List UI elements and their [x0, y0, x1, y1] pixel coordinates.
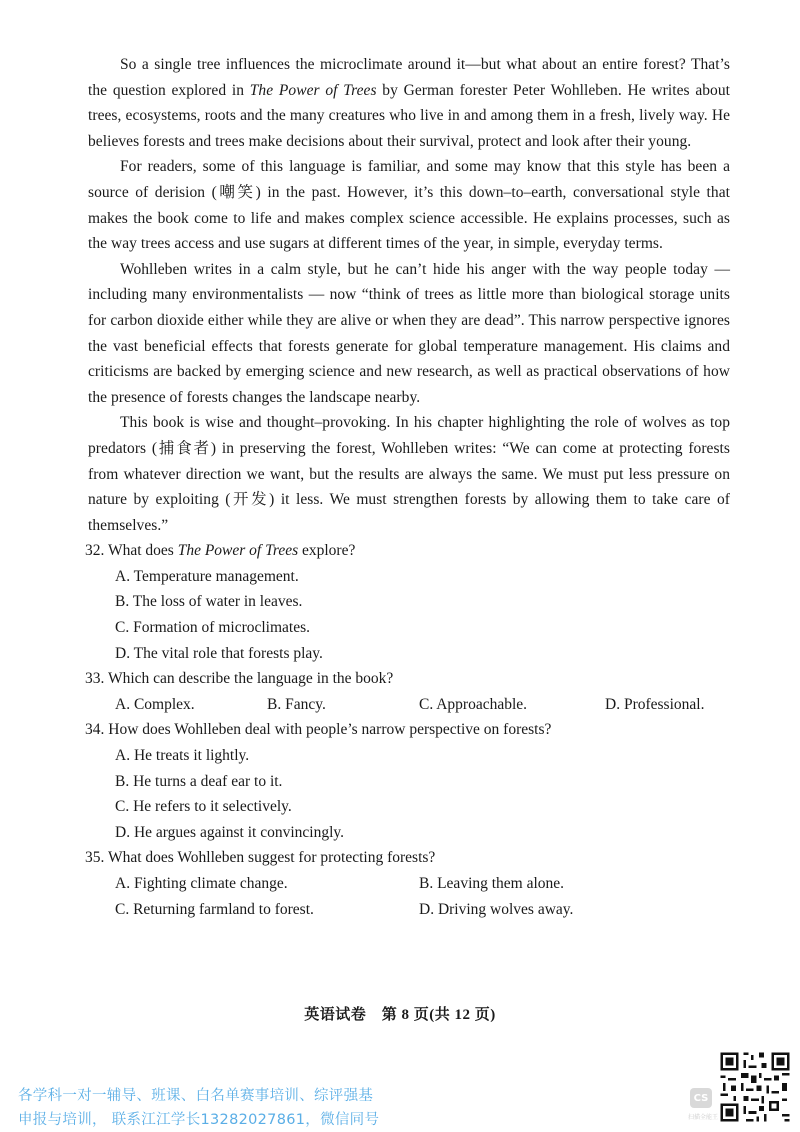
- question-33: [85, 666, 730, 717]
- option-c: C. He refers to it selectively.: [115, 798, 292, 816]
- options-row: [88, 897, 730, 923]
- question-stem: 32. What does The Power of Trees explore?: [85, 542, 356, 560]
- option-b: B. Fancy.: [267, 695, 326, 713]
- paragraph-2: For readers, some of this language is familiar, and some may know that this style has been a source of derision (嘲笑) in the past. However, it’s this down–to–earth, conversational style that makes the book come to life and makes complex science accessible. He explains processes, such as the way trees access and use sugars at different times of the year, in simple, everyday terms.: [88, 158, 730, 253]
- option-d: D. He argues against it convincingly.: [115, 823, 345, 841]
- question-35: [85, 845, 730, 922]
- exam-page: [85, 52, 731, 922]
- question-stem: 34. How does Wohlleben deal with people’s narrow perspective on forests?: [85, 721, 552, 739]
- question-stem: 35. What does Wohlleben suggest for protecting forests?: [85, 849, 436, 867]
- option-a: A. Fighting climate change.: [115, 875, 288, 892]
- option-b: B. He turns a deaf ear to it.: [115, 772, 283, 790]
- option-a: A. He treats it lightly.: [115, 747, 250, 765]
- question-stem: 33. Which can describe the language in the book?: [85, 670, 394, 688]
- paragraph-4: This book is wise and thought–provoking. In his chapter highlighting the role of wolves as top predators (捕食者) in preserving the forest, Wohlleben writes: “We can come at protecting forests from whatever direction we want, but the results are always the same. We must put less pressure on nature by exploiting (开发) it less. We must strengthen forests by allowing them to take care of themselves.”: [88, 414, 730, 534]
- advert-text: [18, 1084, 379, 1132]
- option-c: C. Approachable.: [419, 695, 528, 713]
- scanner-watermark-text: 扫描全能王: [688, 1114, 719, 1121]
- option-b: B. Leaving them alone.: [419, 875, 565, 892]
- question-32: [85, 538, 730, 666]
- options-row: [88, 692, 730, 718]
- paragraph-1: So a single tree influences the microclimate around it—but what about an entire forest? That’s the question explored in The Power of Trees by German forester Peter Wohlleben. He writes about trees, ecosystems, roots and the many creatures who live in and among them in a fresh, lively way. He believes forests and trees make decisions about their survival, protect and look after their young.: [88, 56, 731, 150]
- qr-code-icon: [718, 1050, 792, 1124]
- option-c: C. Formation of microclimates.: [115, 619, 311, 637]
- option-d: D. Driving wolves away.: [419, 900, 574, 918]
- option-c: C. Returning farmland to forest.: [115, 900, 314, 918]
- advert-line-1: 各学科一对一辅导、班课、白名单赛事培训、综评强基: [18, 1088, 374, 1104]
- paragraph-3: Wohlleben writes in a calm style, but he can’t hide his anger with the way people today — including many environmentalists — now “think of trees as little more than biological storage units for carbon dioxide either while they are alive or when they are dead”. This narrow perspective ignores the vast beneficial effects that forests generate for global temperature management. His claims and criticisms are backed by emerging science and new research, as well as practical observations of how the presence of forests changes the landscape nearby.: [88, 260, 730, 406]
- question-34: [85, 717, 730, 845]
- option-b: B. The loss of water in leaves.: [115, 593, 303, 611]
- option-a: A. Complex.: [115, 695, 195, 713]
- page-footer: 英语试卷 第 8 页(共 12 页): [304, 1007, 496, 1023]
- option-d: D. The vital role that forests play.: [115, 644, 323, 662]
- option-a: A. Temperature management.: [115, 567, 299, 585]
- advert-line-2: 申报与培训， 联系江江学长13282027861，微信同号: [18, 1112, 380, 1128]
- book-title: The Power of Trees: [249, 81, 377, 99]
- scanner-logo-icon: CS: [690, 1088, 712, 1108]
- options-row: [88, 871, 730, 897]
- option-d: D. Professional.: [605, 695, 705, 713]
- book-title: The Power of Trees: [177, 542, 299, 560]
